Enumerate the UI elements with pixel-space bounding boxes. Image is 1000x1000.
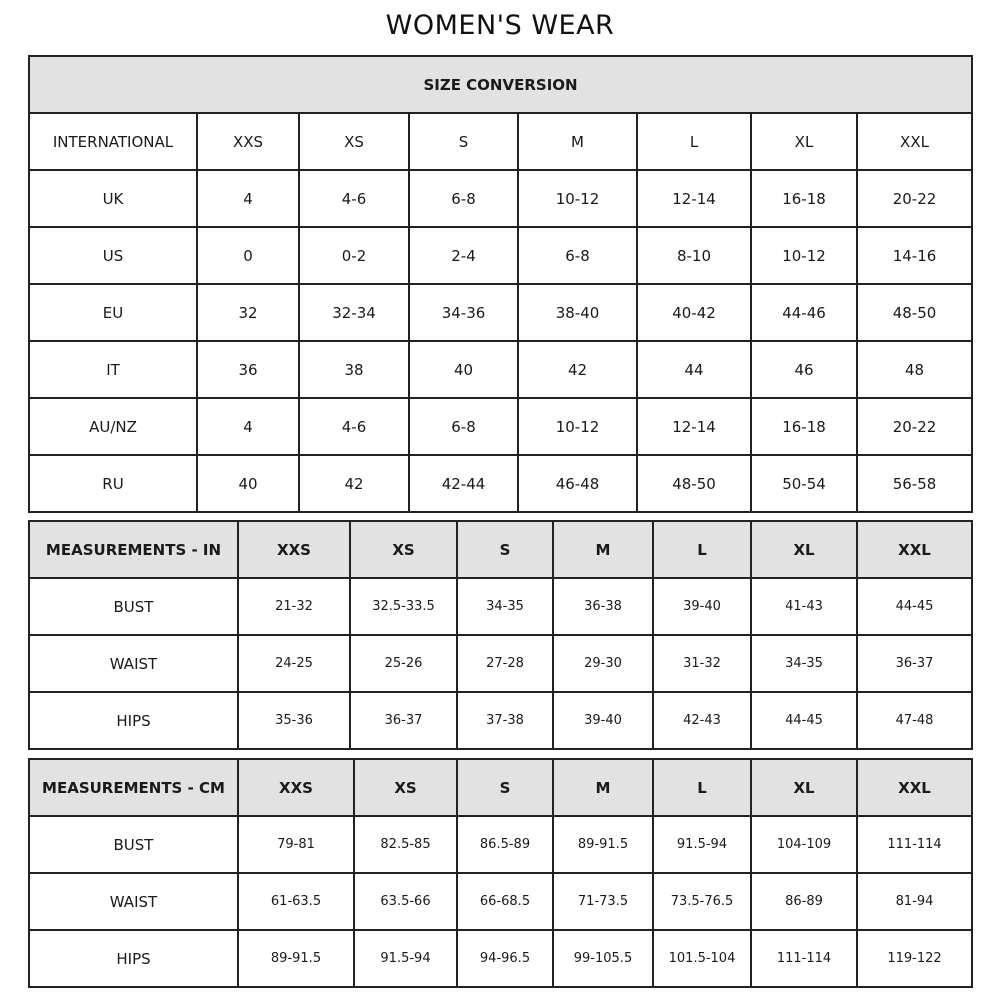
row-label: AU/NZ xyxy=(29,398,197,455)
measurements-cm-table xyxy=(28,758,973,988)
header-cell: M xyxy=(518,113,637,170)
table-cell: 20-22 xyxy=(857,170,972,227)
table-cell: 14-16 xyxy=(857,227,972,284)
header-cell: INTERNATIONAL xyxy=(29,113,197,170)
table-cell: 2-4 xyxy=(409,227,518,284)
table-cell: 25-26 xyxy=(350,635,457,692)
header-cell: XL xyxy=(751,521,857,578)
row-label: US xyxy=(29,227,197,284)
table-cell: 38-40 xyxy=(518,284,637,341)
table-cell: 10-12 xyxy=(518,398,637,455)
header-cell: MEASUREMENTS - IN xyxy=(29,521,238,578)
header-cell: XL xyxy=(751,113,857,170)
table-cell: 31-32 xyxy=(653,635,751,692)
table-cell: 48-50 xyxy=(637,455,751,512)
row-label: RU xyxy=(29,455,197,512)
table-cell: 42 xyxy=(299,455,409,512)
row-label: HIPS xyxy=(29,692,238,749)
header-cell: XXS xyxy=(238,759,354,816)
table-cell: 50-54 xyxy=(751,455,857,512)
table-row xyxy=(29,170,972,227)
table-cell: 46 xyxy=(751,341,857,398)
table-cell: 42-44 xyxy=(409,455,518,512)
row-label: UK xyxy=(29,170,197,227)
size-conversion-banner-row xyxy=(29,56,972,113)
table-row xyxy=(29,227,972,284)
table-cell: 32-34 xyxy=(299,284,409,341)
table-cell: 66-68.5 xyxy=(457,873,553,930)
table-cell: 24-25 xyxy=(238,635,350,692)
table-cell: 82.5-85 xyxy=(354,816,457,873)
table-cell: 40 xyxy=(197,455,299,512)
table-row xyxy=(29,930,972,987)
header-cell: XXL xyxy=(857,521,972,578)
table-cell: 44-45 xyxy=(857,578,972,635)
table-row xyxy=(29,455,972,512)
table-cell: 4 xyxy=(197,398,299,455)
table-cell: 48-50 xyxy=(857,284,972,341)
table-row xyxy=(29,398,972,455)
size-conversion-header-row xyxy=(29,113,972,170)
row-label: IT xyxy=(29,341,197,398)
table-cell: 99-105.5 xyxy=(553,930,653,987)
row-label: EU xyxy=(29,284,197,341)
table-row xyxy=(29,341,972,398)
header-cell: L xyxy=(653,521,751,578)
table-cell: 34-35 xyxy=(751,635,857,692)
size-conversion-table xyxy=(28,55,973,513)
table-cell: 8-10 xyxy=(637,227,751,284)
row-label: HIPS xyxy=(29,930,238,987)
table-cell: 40 xyxy=(409,341,518,398)
table-row xyxy=(29,635,972,692)
table-cell: 41-43 xyxy=(751,578,857,635)
table-cell: 63.5-66 xyxy=(354,873,457,930)
table-cell: 0-2 xyxy=(299,227,409,284)
header-cell: XXL xyxy=(857,759,972,816)
header-cell: S xyxy=(457,521,553,578)
table-cell: 36-37 xyxy=(857,635,972,692)
table-cell: 79-81 xyxy=(238,816,354,873)
table-cell: 10-12 xyxy=(751,227,857,284)
table-cell: 47-48 xyxy=(857,692,972,749)
table-row xyxy=(29,873,972,930)
table-cell: 89-91.5 xyxy=(238,930,354,987)
table-cell: 71-73.5 xyxy=(553,873,653,930)
size-conversion-banner: SIZE CONVERSION xyxy=(29,56,972,113)
table-cell: 4-6 xyxy=(299,170,409,227)
header-cell: XXL xyxy=(857,113,972,170)
header-cell: M xyxy=(553,759,653,816)
table-cell: 27-28 xyxy=(457,635,553,692)
header-cell: S xyxy=(409,113,518,170)
table-cell: 16-18 xyxy=(751,170,857,227)
row-label: BUST xyxy=(29,816,238,873)
table-cell: 101.5-104 xyxy=(653,930,751,987)
table-cell: 86-89 xyxy=(751,873,857,930)
table-cell: 48 xyxy=(857,341,972,398)
table-cell: 42-43 xyxy=(653,692,751,749)
table-cell: 40-42 xyxy=(637,284,751,341)
table-cell: 119-122 xyxy=(857,930,972,987)
measurements-cm-header-row xyxy=(29,759,972,816)
table-row xyxy=(29,578,972,635)
row-label: WAIST xyxy=(29,873,238,930)
table-cell: 6-8 xyxy=(409,398,518,455)
table-cell: 4 xyxy=(197,170,299,227)
table-row xyxy=(29,692,972,749)
measurements-in-table xyxy=(28,520,973,750)
table-cell: 6-8 xyxy=(409,170,518,227)
table-cell: 73.5-76.5 xyxy=(653,873,751,930)
table-cell: 44-46 xyxy=(751,284,857,341)
header-cell: XS xyxy=(299,113,409,170)
header-cell: M xyxy=(553,521,653,578)
table-cell: 32.5-33.5 xyxy=(350,578,457,635)
table-cell: 104-109 xyxy=(751,816,857,873)
table-cell: 81-94 xyxy=(857,873,972,930)
table-cell: 86.5-89 xyxy=(457,816,553,873)
table-cell: 56-58 xyxy=(857,455,972,512)
header-cell: XL xyxy=(751,759,857,816)
table-cell: 61-63.5 xyxy=(238,873,354,930)
table-cell: 21-32 xyxy=(238,578,350,635)
row-label: BUST xyxy=(29,578,238,635)
table-cell: 44-45 xyxy=(751,692,857,749)
table-cell: 29-30 xyxy=(553,635,653,692)
table-cell: 6-8 xyxy=(518,227,637,284)
header-cell: MEASUREMENTS - CM xyxy=(29,759,238,816)
table-cell: 34-36 xyxy=(409,284,518,341)
table-cell: 111-114 xyxy=(751,930,857,987)
table-cell: 4-6 xyxy=(299,398,409,455)
table-cell: 44 xyxy=(637,341,751,398)
table-cell: 91.5-94 xyxy=(653,816,751,873)
table-row xyxy=(29,284,972,341)
table-cell: 39-40 xyxy=(653,578,751,635)
table-cell: 12-14 xyxy=(637,170,751,227)
table-cell: 36-38 xyxy=(553,578,653,635)
header-cell: XXS xyxy=(197,113,299,170)
header-cell: XS xyxy=(350,521,457,578)
table-cell: 42 xyxy=(518,341,637,398)
header-cell: L xyxy=(637,113,751,170)
table-cell: 36-37 xyxy=(350,692,457,749)
table-cell: 10-12 xyxy=(518,170,637,227)
table-cell: 111-114 xyxy=(857,816,972,873)
header-cell: S xyxy=(457,759,553,816)
table-cell: 35-36 xyxy=(238,692,350,749)
table-cell: 16-18 xyxy=(751,398,857,455)
table-cell: 0 xyxy=(197,227,299,284)
table-row xyxy=(29,816,972,873)
header-cell: XXS xyxy=(238,521,350,578)
table-cell: 94-96.5 xyxy=(457,930,553,987)
table-cell: 20-22 xyxy=(857,398,972,455)
header-cell: L xyxy=(653,759,751,816)
table-cell: 46-48 xyxy=(518,455,637,512)
row-label: WAIST xyxy=(29,635,238,692)
table-cell: 39-40 xyxy=(553,692,653,749)
table-cell: 37-38 xyxy=(457,692,553,749)
table-cell: 34-35 xyxy=(457,578,553,635)
table-cell: 12-14 xyxy=(637,398,751,455)
header-cell: XS xyxy=(354,759,457,816)
table-cell: 38 xyxy=(299,341,409,398)
table-cell: 32 xyxy=(197,284,299,341)
table-cell: 36 xyxy=(197,341,299,398)
table-cell: 91.5-94 xyxy=(354,930,457,987)
table-cell: 89-91.5 xyxy=(553,816,653,873)
measurements-in-header-row xyxy=(29,521,972,578)
page-title: WOMEN'S WEAR xyxy=(385,10,615,41)
